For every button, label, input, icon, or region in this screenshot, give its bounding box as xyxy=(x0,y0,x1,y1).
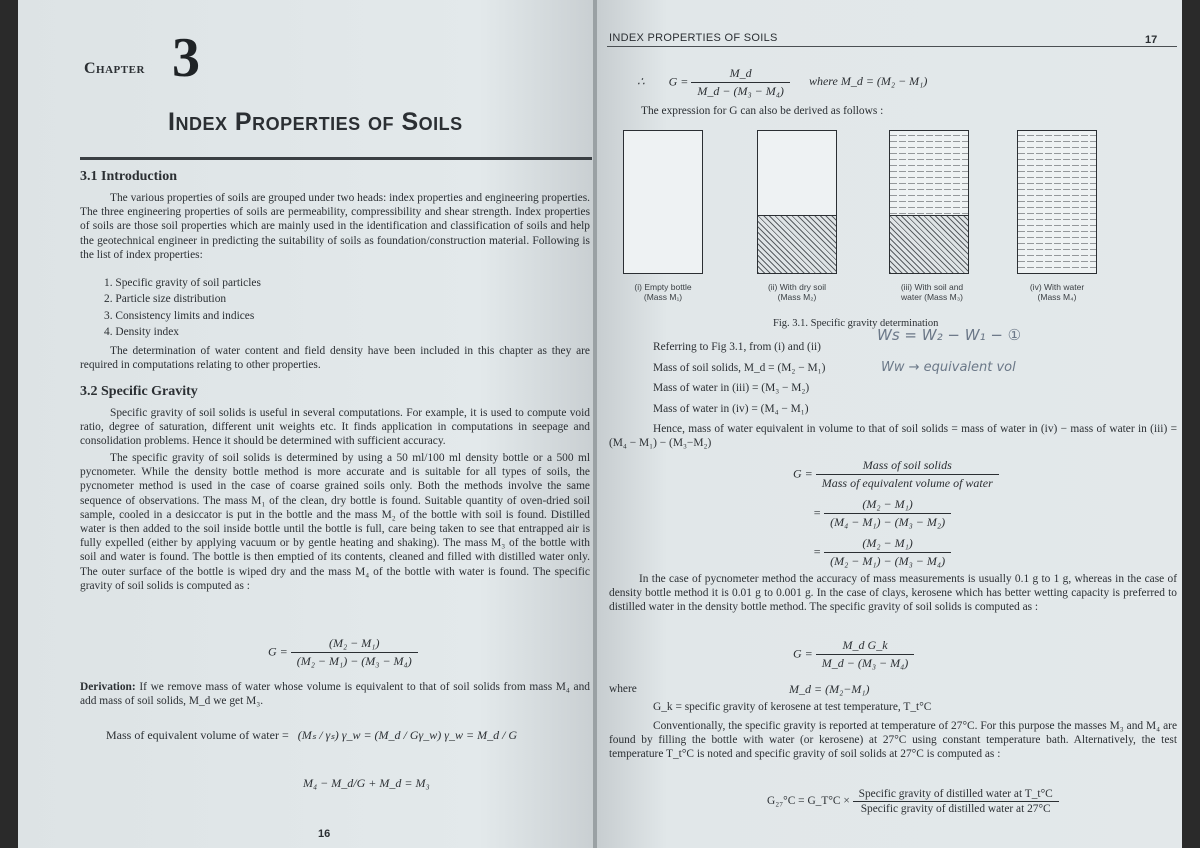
equation-lhs: ∴ G = xyxy=(637,74,689,89)
chapter-title: Index Properties of Soils xyxy=(168,108,463,136)
water-pattern xyxy=(1018,131,1096,273)
equation-body: (Mₛ / γₛ) γ_w = (M_d / Gγ_w) γ_w = M_d / G xyxy=(297,728,518,742)
conventional-paragraph: Conventionally, the specific gravity is reported at temperature of 27°C. For this purpose the masses M₃ and M₄ are found by filling the bottle with water (or kerosene) at 27°C using constant temperature bath. Alternatively, the test temperature T_t°C is noted and specific gravity of soil solids at 27°C is computed as : xyxy=(609,720,1177,761)
denominator: Specific gravity of distilled water at 27°C xyxy=(860,803,1051,815)
chapter-label: Chapter xyxy=(84,60,145,77)
where-label: where xyxy=(609,683,637,695)
reference-line: Mass of water in (iv) = (M₄ − M₁) xyxy=(653,403,809,415)
denominator: M_d − (M₃ − M₄) xyxy=(821,656,909,670)
right-page xyxy=(597,0,1182,848)
procedure-paragraph: The specific gravity of soil solids is determined by using a 50 ml/100 ml density bottle or a 500 ml pycnometer. While the density bottle method is more accurate and is suitable for all types of soils, the pycnometer method is used in the case of coarse grained soils only. Both the methods involve the same sequence of observations. The mass M₁ of the clean, dry bottle is found. Suitable quantity of oven-dried soil sample, cooled in a desiccator is put in the bottle and the mass M₂ of the bottle with soil is found. Distilled water is then added to the soil inside bottle until the bottle is full, care being taken to see that entrapped air is fully expelled (either by applying vacuum or by gentle heating and shaking). The mass M₃ of the bottle with soil and water is found. The bottle is then emptied of its contents, cleaned and filled with distilled water only. The outer surface of the bottle is wiped dry and the mass M₄ of the bottle with water is found. The specific gravity of soil solids is computed as : xyxy=(80,452,590,592)
denominator: M_d − (M₃ − M₄) xyxy=(697,84,784,98)
hence-paragraph: Hence, mass of water equivalent in volume to that of soil solids = mass of water in (iv) − mass of water in (iii) = (M₄ − M₁) − (M₃−M₂) xyxy=(609,423,1177,450)
equivalent-volume-equation xyxy=(106,728,517,743)
running-head: INDEX PROPERTIES OF SOILS xyxy=(609,32,778,44)
page-number-right: 17 xyxy=(1145,34,1158,46)
chapter-number: 3 xyxy=(172,27,200,89)
equation-lhs: G = xyxy=(793,466,813,481)
equation-label: Mass of equivalent volume of water = xyxy=(106,728,289,742)
bottle-empty xyxy=(623,130,703,274)
equation-lhs: G = xyxy=(268,644,288,659)
section-heading-introduction: 3.1 Introduction xyxy=(80,169,177,184)
list-item: 2. Particle size distribution xyxy=(104,293,227,305)
fraction xyxy=(853,788,1059,815)
list-item: 3. Consistency limits and indices xyxy=(104,310,255,322)
soil-fill xyxy=(758,215,836,273)
where-clause: where M_d = (M₂ − M₁) xyxy=(808,74,928,89)
equation-lhs: G₂₇°C = G_T°C × xyxy=(767,795,850,808)
specific-gravity-paragraph: Specific gravity of soil solids is useful in several computations. For example, it is used to compute void ratio, degree of saturation, different unit weights etc. It finds application in computations in seepage and consolidation problems. Hence it should be determined with sufficient accuracy. xyxy=(80,407,590,448)
fraction xyxy=(824,497,951,530)
numerator: Mass of soil solids xyxy=(816,458,999,475)
kerosene-definition: G_k = specific gravity of kerosene at test temperature, T_t°C xyxy=(653,701,932,713)
handwritten-note: Ws = W₂ − W₁ − ① xyxy=(877,326,1022,344)
where-equation: M_d = (M₂−M₁) xyxy=(789,682,870,696)
derivation-label: Derivation: xyxy=(80,681,136,693)
numerator: M_d G_k xyxy=(816,638,915,655)
list-item: 4. Density index xyxy=(104,326,179,338)
chapter-rule xyxy=(80,157,592,160)
derivation-intro: The expression for G can also be derived as follows : xyxy=(641,105,884,117)
intro-paragraph: The various properties of soils are grouped under two heads: index properties and engineering properties. The three engineering properties of soils are permeability, compressibility and shear strength. Index properties of soils are those soil properties which are mainly used in the identification and classification of soils and help the geotechnical engineer in predicting the suitability of soils as foundation/construction material. Following is the list of index properties: xyxy=(80,192,590,261)
denominator: (M₄ − M₁) − (M₃ − M₂) xyxy=(830,515,946,529)
derivation-paragraph xyxy=(80,680,590,708)
figure-caption-iii: (iii) With soil and water (Mass M₃) xyxy=(900,282,964,302)
equation-g-kerosene xyxy=(793,638,914,671)
handwritten-note: Ww → equivalent vol xyxy=(881,360,1016,375)
denominator: Mass of equivalent volume of water xyxy=(821,476,993,490)
mass-balance-equation: M₄ − M_d/G + M_d = M₃ xyxy=(303,776,430,790)
reference-line: Referring to Fig 3.1, from (i) and (ii) xyxy=(653,341,821,353)
page-number-left: 16 xyxy=(318,828,331,840)
figure-caption-ii: (ii) With dry soil (Mass M₂) xyxy=(767,282,827,302)
list-item: 1. Specific gravity of soil particles xyxy=(104,277,261,289)
reference-line: Mass of water in (iii) = (M₃ − M₂) xyxy=(653,382,810,394)
numerator: (M₂ − M₁) xyxy=(291,636,418,653)
water-content-paragraph: The determination of water content and field density have been included in this chapter as they are required in computations relating to other properties. xyxy=(80,345,590,372)
fraction xyxy=(816,458,999,491)
numerator: Specific gravity of distilled water at T_t°C xyxy=(853,788,1059,802)
fraction xyxy=(691,66,790,99)
fraction xyxy=(816,638,915,671)
equation-g-words xyxy=(793,458,999,491)
soil-fill xyxy=(890,215,968,273)
figure-title: Fig. 3.1. Specific gravity determination xyxy=(773,318,939,329)
numerator: (M₂ − M₁) xyxy=(824,536,951,553)
denominator: (M₂ − M₁) − (M₃ − M₄) xyxy=(830,554,946,568)
denominator: (M₂ − M₁) − (M₃ − M₄) xyxy=(296,654,412,668)
figure-caption-i: (i) Empty bottle (Mass M₁) xyxy=(634,282,692,302)
left-page xyxy=(18,0,595,848)
equation-g-top xyxy=(637,66,927,99)
reference-line: Mass of soil solids, M_d = (M₂ − M₁) xyxy=(653,362,826,374)
bottle-with-dry-soil xyxy=(757,130,837,274)
equation-temperature-correction xyxy=(767,788,1059,815)
equation-lhs: G = xyxy=(793,646,813,661)
section-heading-specific-gravity: 3.2 Specific Gravity xyxy=(80,384,198,399)
equation-g-rearranged: = $\frac{\text{(M₂ − M₁)}}{\text{(M₂ − M₁) − (M₃ − M₄)}}$ xyxy=(813,536,951,569)
equation-g xyxy=(268,636,418,669)
pycnometer-paragraph: In the case of pycnometer method the accuracy of mass measurements is usually 0.1 g to 1 g, whereas in the case of density bottle method it is 0.01 g to 0.001 g. In the case of clays, kerosene which has better wetting capacity is preferred to distilled water in the density bottle method. The specific gravity of soil solids is computed as : xyxy=(609,573,1177,614)
fraction xyxy=(824,536,951,569)
numerator: M_d xyxy=(691,66,790,83)
bottle-with-water xyxy=(1017,130,1097,274)
figure-caption-iv: (iv) With water (Mass M₄) xyxy=(1029,282,1085,302)
bottle-with-soil-and-water xyxy=(889,130,969,274)
header-rule xyxy=(607,46,1177,47)
derivation-text: If we remove mass of water whose volume is equivalent to that of soil solids from mass M₄ and add mass of soil solids, M_d we get M₃. xyxy=(80,681,590,708)
fraction xyxy=(291,636,418,669)
numerator: (M₂ − M₁) xyxy=(824,497,951,514)
equation-g-masses: = $\frac{\text{(M₂ − M₁)}}{\text{(M₄ − M₁) − (M₃ − M₂)}}$ xyxy=(813,497,951,530)
